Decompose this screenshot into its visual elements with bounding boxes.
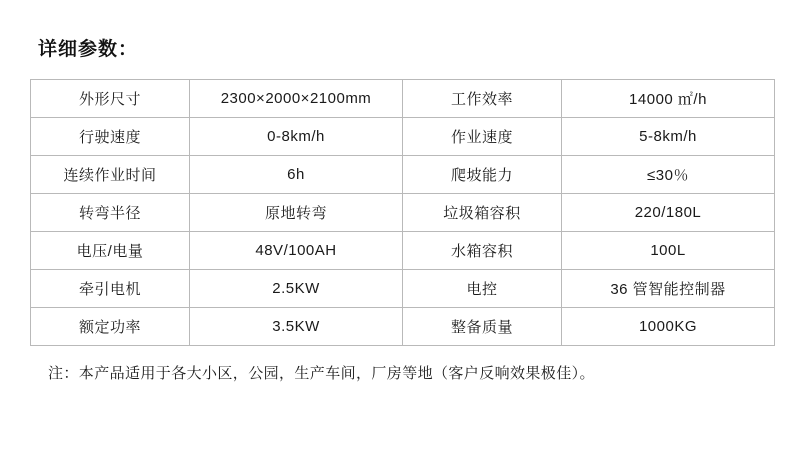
- table-row: [31, 156, 775, 194]
- spec-label: 电压/电量: [31, 232, 190, 270]
- table-row: [31, 232, 775, 270]
- spec-label: 额定功率: [31, 308, 190, 346]
- specifications-table: [30, 79, 775, 346]
- table-row: [31, 270, 775, 308]
- spec-value: 36 管智能控制器: [562, 270, 775, 308]
- spec-value: 14000 ㎡/h: [562, 80, 775, 118]
- page-title: 详细参数：: [38, 39, 139, 60]
- spec-value: 2300×2000×2100mm: [190, 80, 403, 118]
- spec-value: 100L: [562, 232, 775, 270]
- spec-label: 电控: [403, 270, 562, 308]
- spec-label: 外形尺寸: [31, 80, 190, 118]
- spec-value: 6h: [190, 156, 403, 194]
- table-row: [31, 308, 775, 346]
- spec-value: 2.5KW: [190, 270, 403, 308]
- spec-value: 0-8km/h: [190, 118, 403, 156]
- spec-value: 1000KG: [562, 308, 775, 346]
- spec-value: 220/180L: [562, 194, 775, 232]
- spec-label: 牵引电机: [31, 270, 190, 308]
- spec-value: ≤30％: [562, 156, 775, 194]
- spec-value: 5-8km/h: [562, 118, 775, 156]
- spec-label: 爬坡能力: [403, 156, 562, 194]
- table-row: [31, 118, 775, 156]
- spec-value: 原地转弯: [190, 194, 403, 232]
- spec-label: 整备质量: [403, 308, 562, 346]
- table-row: [31, 194, 775, 232]
- spec-value: 48V/100AH: [190, 232, 403, 270]
- spec-label: 连续作业时间: [31, 156, 190, 194]
- footnote: 注：本产品适用于各大小区，公园，生产车间，厂房等地（客户反响效果极佳）。: [48, 365, 595, 382]
- spec-label: 工作效率: [403, 80, 562, 118]
- spec-label: 垃圾箱容积: [403, 194, 562, 232]
- table-row: [31, 80, 775, 118]
- spec-label: 作业速度: [403, 118, 562, 156]
- spec-label: 行驶速度: [31, 118, 190, 156]
- spec-label: 水箱容积: [403, 232, 562, 270]
- spec-value: 3.5KW: [190, 308, 403, 346]
- spec-label: 转弯半径: [31, 194, 190, 232]
